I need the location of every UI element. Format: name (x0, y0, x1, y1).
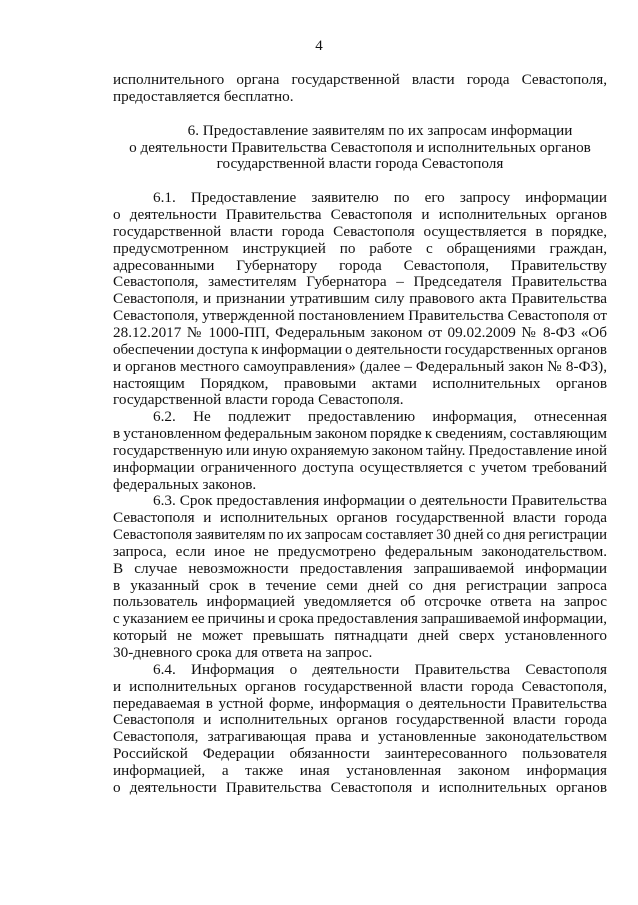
text-line: 6.4. Информация о деятельности Правительства Севастополя (153, 660, 607, 678)
text-line: запроса, если иное не предусмотрено федеральным законодательством. (113, 542, 607, 560)
document-body (113, 72, 607, 797)
text-line: федеральных законов. (113, 475, 257, 493)
paragraph-6-3 (113, 493, 607, 661)
heading-line: о деятельности Правительства Севастополя и исполнительных органов (129, 138, 591, 156)
text-line: Севастополя, утвержденной постановлением Правительства Севастополя от (113, 307, 607, 325)
text-line: обеспечении доступа к информации о деятельности государственных органов (113, 341, 607, 358)
text-line: 6.1. Предоставление заявителю по его запросу информации (153, 189, 607, 207)
text-line: информации ограниченного доступа осуществляется с учетом требований (113, 458, 607, 476)
heading-line: 6. Предоставление заявителям по их запросам информации (187, 121, 573, 139)
text-line: о деятельности Правительства Севастополя и исполнительных органов (113, 206, 607, 224)
text-line: исполнительного органа государственной власти города Севастополя, (113, 71, 607, 88)
text-line: Севастополя, заместителям Губернатора – Председателя Правительства (113, 273, 607, 291)
text-line: Севастополя, затрагивающая права и установленные законодательством (113, 728, 607, 746)
text-line: В случае невозможности предоставления запрашиваемой информации (113, 559, 607, 577)
text-line: Севастополя и исполнительных органов государственной власти города (113, 509, 607, 527)
text-line: государственной власти города Севастополя. (113, 391, 404, 409)
text-line: государственной власти города Севастополя осуществляется в порядке, (113, 222, 607, 240)
text-line: Севастополя и исполнительных органов государственной власти города (113, 711, 607, 729)
section-heading (113, 123, 607, 174)
text-line: в указанный срок в течение семи дней со дня регистрации запроса (113, 576, 607, 594)
heading-line: государственной власти города Севастополя (216, 155, 504, 173)
text-line: Севастополя заявителям по их запросам составляет 30 дней со дня регистрации (113, 527, 607, 544)
text-line: и исполнительных органов государственной власти города Севастополя, (113, 677, 607, 695)
paragraph-6-4 (113, 662, 607, 797)
text-line: настоящим Порядком, правовыми актами исполнительных органов (113, 374, 607, 392)
text-line: который не может превышать пятнадцати дней сверх установленного (113, 627, 607, 645)
text-line: предоставляется бесплатно. (113, 87, 294, 105)
text-line: 28.12.2017 № 1000-ПП, Федеральным законом от 09.02.2009 № 8-ФЗ «Об (113, 323, 607, 341)
paragraph-6-2 (113, 409, 607, 493)
text-line: Севастополя, и признании утратившим силу правового акта Правительства (113, 290, 607, 308)
text-line: государственную или иную охраняемую законом тайну. Предоставление иной (113, 442, 607, 459)
text-line: 30-дневного срока для ответа на запрос. (113, 644, 373, 661)
text-line: и органов местного самоуправления» (далее – Федеральный закон № 8-ФЗ), (113, 357, 607, 375)
text-line: предусмотренном инструкцией по работе с обращениями граждан, (113, 239, 607, 257)
text-line: с указанием ее причины и срока предоставления запрашиваемой информации, (113, 611, 607, 628)
text-line: информацией, а также иная установленная законом информация (113, 761, 607, 779)
intro-paragraph (113, 72, 607, 106)
text-line: адресованными Губернатору города Севастополя, Правительству (113, 256, 607, 274)
text-line: передаваемая в устной форме, информация о деятельности Правительства (113, 694, 607, 712)
text-line: о деятельности Правительства Севастополя и исполнительных органов (113, 778, 607, 796)
text-line: пользователь информацией уведомляется об отсрочке ответа на запрос (113, 593, 607, 611)
text-line: в установленном федеральным законом порядке к сведениям, составляющим (113, 425, 607, 443)
text-line: Российской Федерации обязанности заинтересованного пользователя (113, 745, 607, 763)
paragraph-6-1 (113, 190, 607, 409)
text-line: 6.3. Срок предоставления информации о деятельности Правительства (153, 492, 607, 510)
page-number: 4 (315, 38, 323, 54)
text-line: 6.2. Не подлежит предоставлению информация, отнесенная (153, 408, 607, 426)
